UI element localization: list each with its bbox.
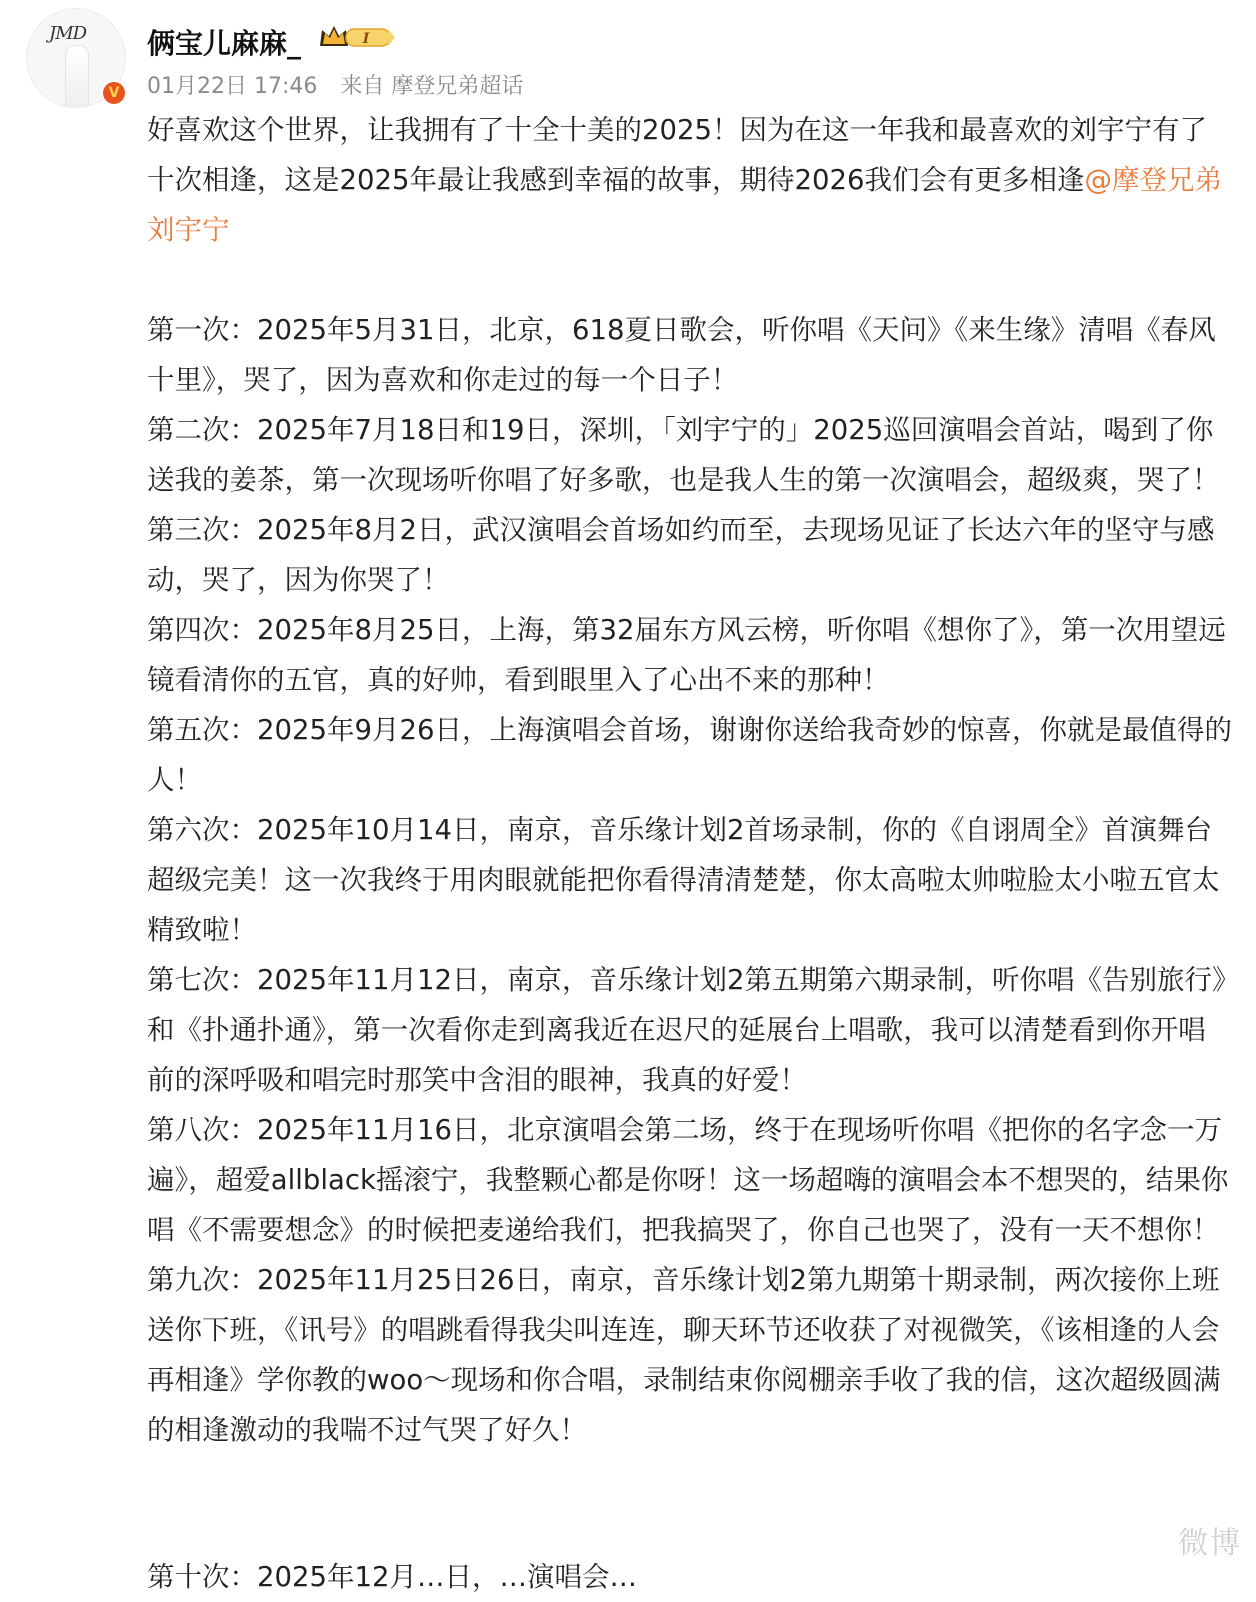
post-source[interactable]: 来自 摩登兄弟超话 — [340, 74, 524, 99]
paragraph-9: 第九次：2025年11月25日26日，南京，音乐缘计划2第九期第十期录制，两次接你上班送你下班，《讯号》的唱跳看得我尖叫连连，聊天环节还收获了对视微笑，《该相逢的人会再相逢》学你教的woo～现场和你合唱，录制结束你阅棚亲手收了我的信，这次超级圆满的相逢激动的我喘不过气哭了好久！ — [147, 1264, 1221, 1446]
post-time[interactable]: 01月22日 17:46 — [147, 74, 318, 99]
paragraph-5: 第五次：2025年9月26日，上海演唱会首场，谢谢你送给我奇妙的惊喜，你就是最值得的人！ — [147, 714, 1232, 796]
crown-vip-icon[interactable] — [318, 24, 396, 50]
weibo-watermark: 微博 — [1178, 1526, 1242, 1561]
paragraph-7: 第七次：2025年11月12日，南京，音乐缘计划2第五期第六期录制，听你唱《告别旅行》和《扑通扑通》，第一次看你走到离我近在迟尺的延展台上唱歌，我可以清楚看到你开唱前的深呼吸和唱完时那笑中含泪的眼神，我真的好爱！ — [147, 964, 1226, 1096]
paragraph-6: 第六次：2025年10月14日，南京，音乐缘计划2首场录制，你的《自诩周全》首演舞台超级完美！这一次我终于用肉眼就能把你看得清清楚楚，你太高啦太帅啦脸太小啦五官太精致啦！ — [147, 814, 1220, 946]
mention-link[interactable]: @摩登兄弟刘宇宁 — [147, 164, 1222, 246]
paragraph-2: 第二次：2025年7月18日和19日，深圳，「刘宇宁的」2025巡回演唱会首站，喝到了你送我的姜茶，第一次现场听你唱了好多歌，也是我人生的第一次演唱会，超级爽，哭了！ — [147, 414, 1220, 496]
post-meta — [147, 69, 539, 100]
paragraph-10-cutoff: 第十次：2025年12月…日，…演唱会… — [147, 1561, 637, 1593]
avatar-text: JMD — [49, 23, 87, 44]
avatar-figure — [65, 45, 89, 108]
paragraph-3: 第三次：2025年8月2日，武汉演唱会首场如约而至，去现场见证了长达六年的坚守与感动，哭了，因为你哭了！ — [147, 514, 1215, 596]
intro-text: 好喜欢这个世界，让我拥有了十全十美的2025！因为在这一年我和最喜欢的刘宇宁有了十次相逢，这是2025年最让我感到幸福的故事，期待2026我们会有更多相逢 — [147, 114, 1207, 196]
post-body — [147, 105, 1232, 1455]
vip-level: I — [362, 31, 370, 47]
post-intro — [147, 105, 1232, 255]
paragraph-8: 第八次：2025年11月16日，北京演唱会第二场，终于在现场听你唱《把你的名字念一万遍》，超爱allblack摇滚宁，我整颗心都是你呀！这一场超嗨的演唱会本不想哭的，结果你唱《不需要想念》的时候把麦递给我们，把我搞哭了，你自己也哭了，没有一天不想你！ — [147, 1114, 1229, 1246]
paragraph-4: 第四次：2025年8月25日，上海，第32届东方风云榜，听你唱《想你了》，第一次用望远镜看清你的五官，真的好帅，看到眼里入了心出不来的那种！ — [147, 614, 1226, 696]
username[interactable]: 俩宝儿麻麻_ — [147, 27, 302, 60]
paragraph-spacer — [147, 255, 1232, 305]
paragraph-1: 第一次：2025年5月31日，北京，618夏日歌会，听你唱《天问》《来生缘》清唱《春风十里》，哭了，因为喜欢和你走过的每一个日子！ — [147, 314, 1216, 396]
verified-v-icon: V — [101, 80, 127, 106]
